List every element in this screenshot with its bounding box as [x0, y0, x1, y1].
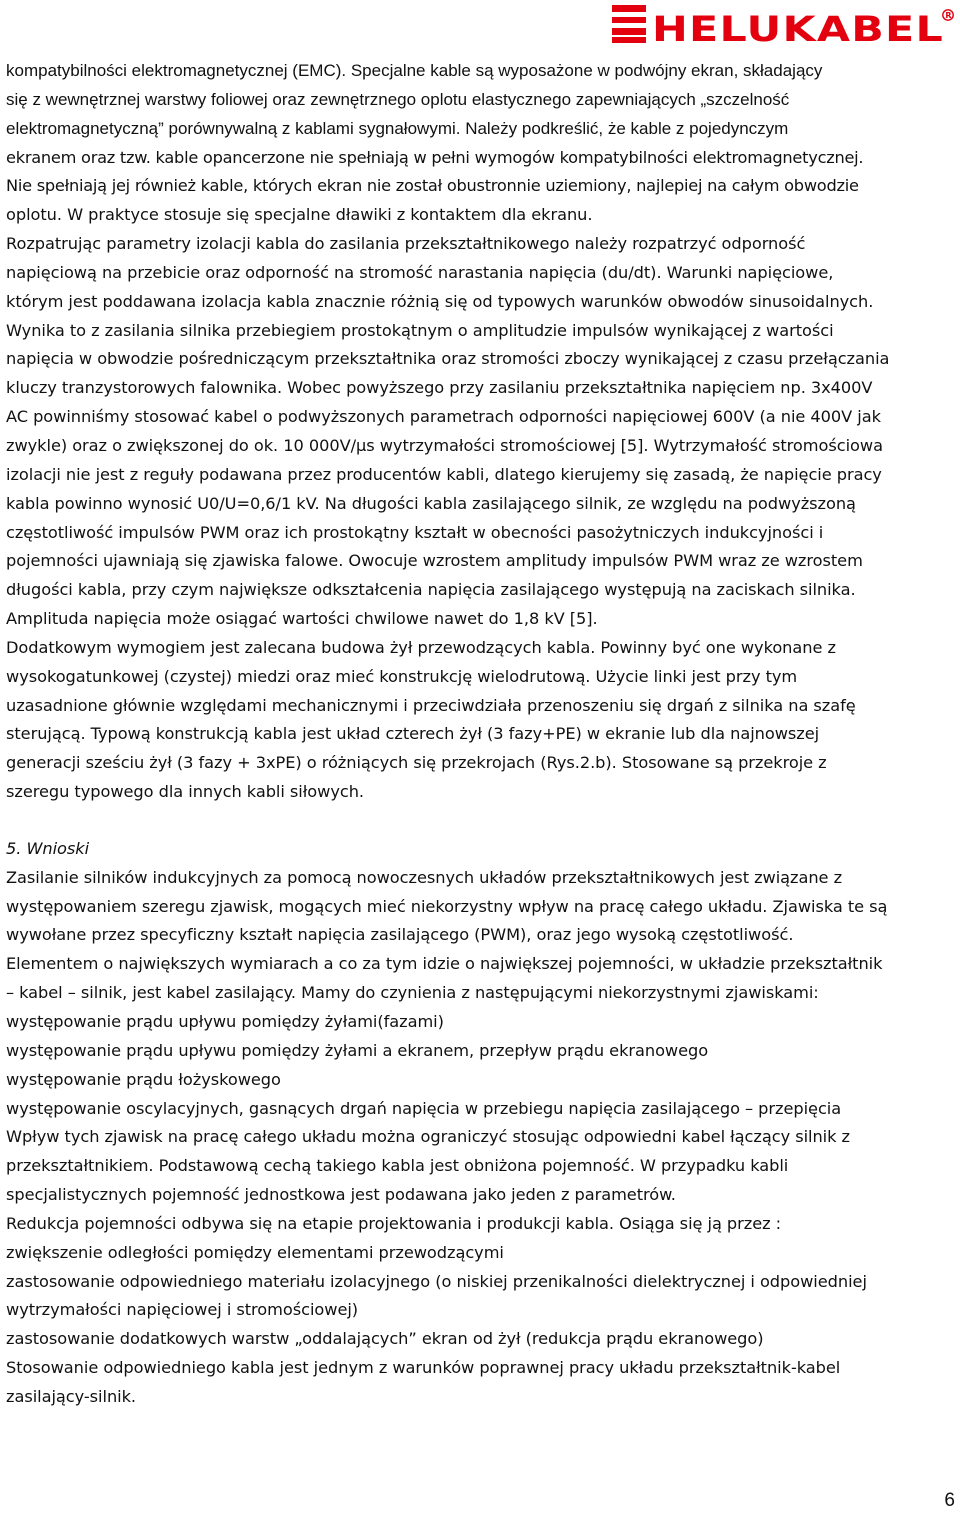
text-line: Nie spełniają jej również kable, których ekran nie został obustronnie uziemiony, najlepiej na całym obwodzie — [6, 176, 859, 196]
text-line: którym jest poddawana izolacja kabla znacznie różnią się od typowych warunków obwodów sinusoidalnych. — [6, 291, 874, 311]
document-body — [6, 57, 954, 1412]
text-line: występowaniem szeregu zjawisk, mogących mieć niekorzystny wpływ na pracę całego układu. Zjawiska te są — [6, 896, 888, 916]
text-line: Zasilanie silników indukcyjnych za pomocą nowoczesnych układów przekształtnikowych jest związane z — [6, 867, 843, 887]
text-line: wysokogatunkowej (czystej) miedzi oraz mieć konstrukcję wielodrutową. Użycie linki jest przy tym — [6, 666, 798, 686]
svg-text:HELUKABEL: HELUKABEL — [652, 10, 944, 44]
text-line: ekranem oraz tzw. kable opancerzone nie spełniają w pełni wymogów kompatybilności elektromagnetycznej. — [6, 147, 864, 167]
list-item: wytrzymałości napięciowej i stromościowej) — [6, 1300, 359, 1320]
text-line: szeregu typowego dla innych kabli siłowych. — [6, 782, 365, 802]
text-line: oplotu. W praktyce stosuje się specjalne dławiki z kontaktem dla ekranu. — [6, 205, 593, 225]
section-heading: 5. Wnioski — [6, 838, 90, 858]
page-number: 6 — [944, 1490, 955, 1511]
text-line: napięciową na przebicie oraz odporność na stromość narastania napięcia (du/dt). Warunki napięciowe, — [6, 262, 834, 282]
text-line: częstotliwość impulsów PWM oraz ich prostokątny kształt w obecności pasożytniczych indukcyjności i — [6, 522, 824, 542]
text-line: się z wewnętrznej warstwy foliowej oraz zewnętrznego oplotu elastycznego zapewniających „szczelność — [6, 89, 790, 109]
text-line: zasilający-silnik. — [6, 1386, 137, 1406]
text-line: – kabel – silnik, jest kabel zasilający. Mamy do czynienia z następującymi niekorzystnymi zjawiskami: — [6, 983, 819, 1003]
text-line: kluczy tranzystorowych falownika. Wobec powyższego przy zasilaniu przekształtnika napięciem np. 3x400V — [6, 378, 873, 398]
text-line: elektromagnetyczną” porównywalną z kablami sygnałowymi. Należy podkreślić, że kable z pojedynczym — [6, 118, 789, 138]
text-line: generacji sześciu żył (3 fazy + 3xPE) o różniących się przekrojach (Rys.2.b). Stosowane są przekroje z — [6, 753, 827, 773]
list-item: zwiększenie odległości pomiędzy elementami przewodzącymi — [6, 1242, 504, 1262]
text-line: napięcia w obwodzie pośredniczącym przekształtnika oraz stromości zboczy wynikającej z czasu przełączania — [6, 349, 890, 369]
text-line: Redukcja pojemności odbywa się na etapie projektowania i produkcji kabla. Osiąga się ją przez : — [6, 1213, 782, 1233]
list-item: występowanie prądu upływu pomiędzy żyłami a ekranem, przepływ prądu ekranowego — [6, 1040, 709, 1060]
list-item: zastosowanie dodatkowych warstw „oddalających” ekran od żył (redukcja prądu ekranowego) — [6, 1329, 764, 1349]
text-line: AC powinniśmy stosować kabel o podwyższonych parametrach odporności napięciowej 600V (a nie 400V jak — [6, 407, 881, 427]
text-line: przekształtnikiem. Podstawową cechą takiego kabla jest obniżona pojemność. W przypadku kabli — [6, 1156, 789, 1176]
text-line: Rozpatrując parametry izolacji kabla do zasilania przekształtnikowego należy rozpatrzyć odporność — [6, 234, 806, 254]
list-item: występowanie prądu łożyskowego — [6, 1069, 281, 1089]
text-line: Stosowanie odpowiedniego kabla jest jednym z warunków poprawnej pracy układu przekształtnik-kabel — [6, 1358, 841, 1378]
list-item: zastosowanie odpowiedniego materiału izolacyjnego (o niskiej przenikalności dielektrycznej i odpowiedniej — [6, 1271, 867, 1291]
text-line: Dodatkowym wymogiem jest zalecana budowa żył przewodzących kabla. Powinny być one wykonane z — [6, 637, 836, 657]
svg-text:R: R — [945, 11, 952, 21]
text-line: Amplituda napięcia może osiągać wartości chwilowe nawet do 1,8 kV [5]. — [6, 609, 598, 629]
text-line: Elementem o największych wymiarach a co za tym idzie o największej pojemności, w układzie przekształtnik — [6, 954, 883, 974]
text-line: pojemności ujawniają się zjawiska falowe. Owocuje wzrostem amplitudy impulsów PWM wraz ze wzrostem — [6, 551, 863, 571]
paragraph-gap — [6, 807, 954, 835]
list-item: występowanie oscylacyjnych, gasnących drgań napięcia w przebiegu napięcia zasilającego – przepięcia — [6, 1098, 842, 1118]
text-line: Wpływ tych zjawisk na pracę całego układu można ograniczyć stosując odpowiedni kabel łączący silnik z — [6, 1127, 850, 1147]
text-line: zwykle) oraz o zwiększonej do ok. 10 000V/µs wytrzymałości stromościowej [5]. Wytrzymałość stromościowa — [6, 435, 883, 455]
text-line: wywołane przez specyficzny kształt napięcia zasilającego (PWM), oraz jego wysoką częstotliwość. — [6, 925, 794, 945]
text-line: specjalistycznych pojemność jednostkowa jest podawana jako jeden z parametrów. — [6, 1185, 676, 1205]
text-line: Wynika to z zasilania silnika przebiegiem prostokątnym o amplitudzie impulsów wynikającej z wartości — [6, 320, 834, 340]
text-line: sterującą. Typową konstrukcją kabla jest układ czterech żył (3 fazy+PE) w ekranie lub dla najnowszej — [6, 724, 820, 744]
text-line: kabla powinno wynosić U0/U=0,6/1 kV. Na długości kabla zasilającego silnik, ze względu na podwyższoną — [6, 493, 856, 513]
text-line: izolacji nie jest z reguły podawana przez producentów kabli, dlatego kierujemy się zasadą, że napięcie pracy — [6, 464, 882, 484]
list-item: występowanie prądu upływu pomiędzy żyłami(fazami) — [6, 1012, 444, 1031]
text-line: długości kabla, przy czym największe odkształcenia napięcia zasilającego występują na zaciskach silnika. — [6, 580, 856, 600]
helukabel-logo — [612, 4, 956, 44]
text-line: kompatybilności elektromagnetycznej (EMC). Specjalne kable są wyposażone w podwójny ekran, składający — [6, 61, 823, 80]
text-line: uzasadnione głównie względami mechanicznymi i przeciwdziała przenoszeniu się drgań z silnika na szafę — [6, 695, 856, 715]
